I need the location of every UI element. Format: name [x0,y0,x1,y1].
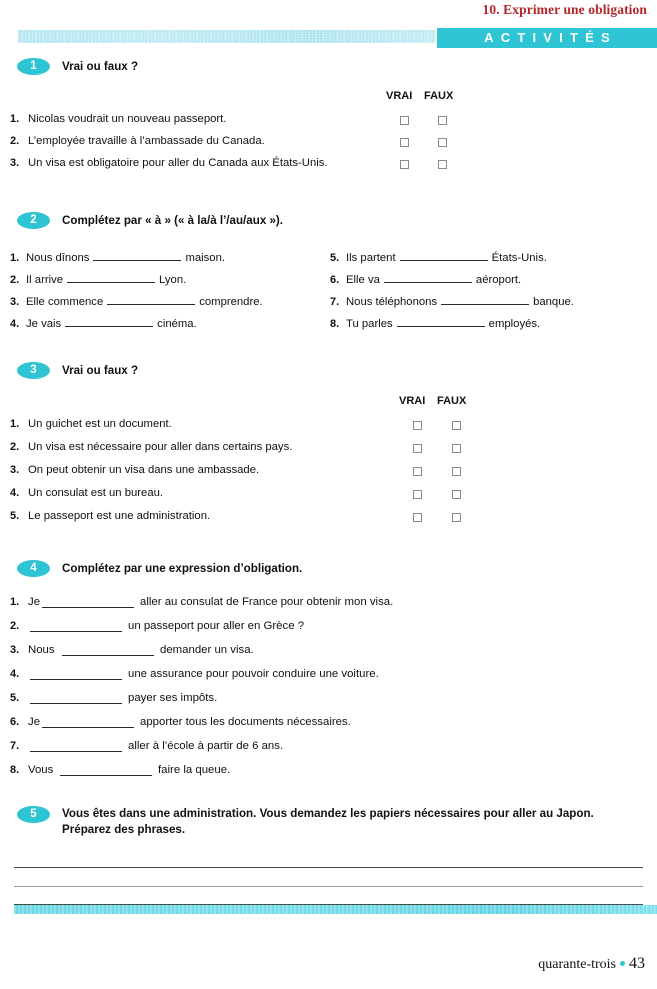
item-prefix: Je vais [26,318,62,330]
item-text: Un visa est obligatoire pour aller du Canada aux États-Unis. [28,157,328,169]
column-header-faux: FAUX [424,90,454,102]
item-number: 8. [10,764,20,776]
list-item [330,250,547,267]
item-number: 2. [10,620,20,632]
item-prefix: Tu parles [346,318,393,330]
item-prefix: Je [28,716,41,728]
item-suffix: employés. [488,318,541,330]
list-item [10,692,647,714]
exercise-2 [0,212,657,330]
item-text: L’employée travaille à l’ambassade du Canada. [28,135,265,147]
item-text: Le passeport est une administration. [28,510,211,522]
decorative-band-bottom [14,905,657,914]
blank-input[interactable] [107,294,195,305]
item-prefix: Elle commence [26,296,104,308]
item-suffix: États-Unis. [491,252,547,264]
table-row [10,135,647,153]
item-prefix: Je [28,596,41,608]
table-row [10,113,647,131]
checkbox-vrai[interactable] [400,116,409,125]
item-text: Un visa est nécessaire pour aller dans certains pays. [28,441,293,453]
item-number: 3. [10,157,20,169]
answer-line-2[interactable] [14,886,643,887]
item-prefix: Nous [28,644,55,656]
checkbox-vrai[interactable] [413,467,422,476]
item-suffix: payer ses impôts. [128,692,218,704]
exercise-2-header [0,212,657,234]
table-row [10,157,647,175]
checkbox-vrai[interactable] [413,513,422,522]
item-number: 2. [10,274,20,286]
table-row [10,510,647,528]
list-item [10,294,263,311]
item-suffix: cinéma. [157,318,197,330]
blank-input[interactable] [30,631,122,632]
blank-input[interactable] [30,703,122,704]
table-row [10,464,647,482]
blank-input[interactable] [397,316,485,327]
activites-banner-label: ACTIVITÉS [437,28,657,48]
item-number: 5. [10,692,20,704]
blank-input[interactable] [42,727,134,728]
list-item [10,764,647,786]
decorative-band-top [18,30,435,43]
column-header-vrai: VRAI [399,395,426,407]
item-text: Nicolas voudrait un nouveau passeport. [28,113,227,125]
item-suffix: demander un visa. [160,644,254,656]
list-item [330,316,540,333]
exercise-5-title: Vous êtes dans une administration. Vous demandez les papiers nécessaires pour aller au Japon. Préparez des phrases. [62,807,594,836]
exercise-1-header [0,58,657,80]
item-suffix: un passeport pour aller en Grèce ? [128,620,305,632]
item-text: On peut obtenir un visa dans une ambassade. [28,464,260,476]
item-number: 1. [10,596,20,608]
item-number: 2. [10,135,20,147]
item-number: 7. [330,296,340,308]
blank-input[interactable] [62,655,154,656]
list-item [10,596,647,618]
blank-input[interactable] [30,679,122,680]
checkbox-faux[interactable] [452,490,461,499]
checkbox-vrai[interactable] [413,444,422,453]
list-item [10,620,647,642]
checkbox-vrai[interactable] [413,421,422,430]
item-number: 4. [10,318,20,330]
item-suffix: aller à l’école à partir de 6 ans. [128,740,284,752]
header-banner [18,28,657,48]
item-prefix: Nous dînons [26,252,90,264]
item-number: 1. [10,418,20,430]
answer-line-1[interactable] [14,867,643,868]
item-number: 7. [10,740,20,752]
blank-input[interactable] [42,607,134,608]
item-number: 1. [10,113,20,125]
table-row [10,441,647,459]
table-row [10,418,647,436]
list-item [10,740,647,762]
item-number: 8. [330,318,340,330]
blank-input[interactable] [441,294,529,305]
blank-input[interactable] [30,751,122,752]
item-suffix: apporter tous les documents nécessaires. [140,716,351,728]
exercise-3-number-badge: 3 [17,362,50,379]
item-number: 6. [10,716,20,728]
list-item [10,644,647,666]
blank-input[interactable] [67,272,155,283]
item-number: 5. [10,510,20,522]
item-number: 6. [330,274,340,286]
exercise-3 [0,362,657,522]
item-suffix: une assurance pour pouvoir conduire une voiture. [128,668,379,680]
item-prefix: Vous [28,764,54,776]
item-suffix: comprendre. [199,296,263,308]
exercise-5-number-badge: 5 [17,806,50,823]
checkbox-faux[interactable] [438,160,447,169]
exercise-1-title: Vrai ou faux ? [62,60,139,73]
list-item [10,668,647,690]
list-item [330,294,574,311]
checkbox-vrai[interactable] [413,490,422,499]
item-prefix: Nous téléphonons [346,296,438,308]
list-item [10,272,186,289]
item-suffix: Lyon. [159,274,187,286]
item-suffix: faire la queue. [158,764,231,776]
page-number: 43 [629,955,645,972]
item-suffix: aéroport. [475,274,522,286]
blank-input[interactable] [384,272,472,283]
exercise-3-title: Vrai ou faux ? [62,364,139,377]
bullet-icon [620,961,625,966]
exercise-4-header [0,560,657,582]
page-title: 10. Exprimer une obligation [482,2,647,17]
checkbox-vrai[interactable] [400,138,409,147]
item-number: 3. [10,296,20,308]
checkbox-faux[interactable] [452,421,461,430]
item-prefix: Il arrive [26,274,64,286]
list-item [330,272,521,289]
exercise-1 [0,58,657,169]
item-suffix: aller au consulat de France pour obtenir mon visa. [140,596,394,608]
item-text: Un consulat est un bureau. [28,487,164,499]
list-item [10,316,197,333]
checkbox-faux[interactable] [452,444,461,453]
item-prefix: Ils partent [346,252,396,264]
item-number: 4. [10,668,20,680]
item-prefix: Elle va [346,274,380,286]
checkbox-faux[interactable] [452,513,461,522]
exercise-2-title: Complétez par « à » (« à la/à l’/au/aux »). [62,214,284,227]
checkbox-vrai[interactable] [400,160,409,169]
exercise-4-title: Complétez par une expression d’obligation. [62,562,303,575]
blank-input[interactable] [60,775,152,776]
exercise-2-number-badge: 2 [17,212,50,229]
page-word: quarante-trois [538,957,616,972]
exercise-3-header [0,362,657,384]
item-number: 5. [330,252,340,264]
checkbox-faux[interactable] [438,116,447,125]
item-suffix: banque. [533,296,574,308]
checkbox-faux[interactable] [438,138,447,147]
item-number: 3. [10,464,20,476]
blank-input[interactable] [65,316,153,327]
checkbox-faux[interactable] [452,467,461,476]
blank-input[interactable] [93,250,181,261]
list-item [10,250,225,267]
list-item [10,716,647,738]
item-text: Un guichet est un document. [28,418,172,430]
exercise-4-number-badge: 4 [17,560,50,577]
item-suffix: maison. [185,252,225,264]
item-number: 4. [10,487,20,499]
item-number: 2. [10,441,20,453]
blank-input[interactable] [400,250,488,261]
column-header-vrai: VRAI [386,90,413,102]
page-footer [538,955,645,973]
table-row [10,487,647,505]
column-header-faux: FAUX [437,395,467,407]
exercise-4 [0,560,657,776]
exercise-1-number-badge: 1 [17,58,50,75]
item-number: 1. [10,252,20,264]
item-number: 3. [10,644,20,656]
